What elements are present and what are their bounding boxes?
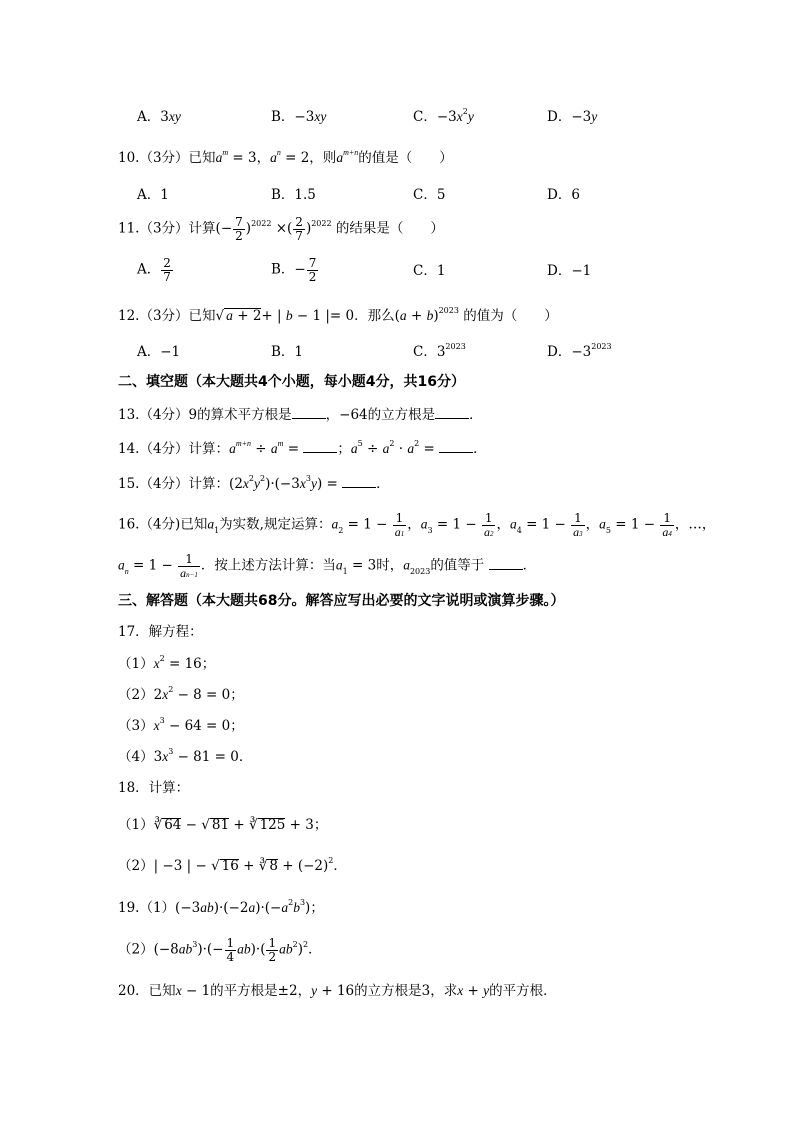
q10-stem: 10.（3分）已知$a^m = 3$，$a^n = 2$，则$a^{m+n}$的值是（ ） xyxy=(118,148,453,166)
q20: 20．已知x − 1的平方根是±2，y + 16的立方根是3，求x + y的平方根． xyxy=(118,983,557,999)
q12-option-a: A．−1 xyxy=(137,344,181,360)
q9-option-b: B．−3xy xyxy=(271,109,327,125)
q12-option-d: D．$-3^{2023}$ xyxy=(547,342,612,360)
q11-option-d: D．−1 xyxy=(547,263,592,279)
q19-item-2: $(2)(-8ab^3)\cdot(-$ $\frac{1}{4}$ ab)·( $\frac{1}{2}$ $ab^2)^2$． xyxy=(118,936,322,964)
q15: 15.（4分）计算：$(2x^2y^2)\cdot(-3x^3y)$ = ． xyxy=(118,474,390,492)
q13: 13.（4分）9的算术平方根是 ，−64的立方根是 ． xyxy=(118,407,483,423)
q11-option-b: B．− $\frac{7}{2}$ xyxy=(271,256,317,284)
q9-option-d: D．−3y xyxy=(547,109,598,125)
q17-item-3: $(3)x^3 - 64 = 0$； xyxy=(118,716,244,734)
q9-option-c: C．$-3x^2y$ xyxy=(413,107,474,125)
section2-heading: 二、填空题（本大题共4个小题，每小题4分，共16分） xyxy=(118,374,465,390)
q17-item-2: $(2)2x^2 - 8 = 0$； xyxy=(118,685,244,703)
q11-option-c: C．1 xyxy=(413,263,446,279)
q9-option-a: A．3xy xyxy=(137,109,181,125)
q10-option-d: D．6 xyxy=(547,187,580,203)
q10-option-b: B．1.5 xyxy=(271,187,316,203)
q12-option-b: B．1 xyxy=(271,344,304,360)
q18-item-2: （2）| −3 | − √ 16 + ∛ $8 + (-2)^2$． xyxy=(118,856,347,874)
q16-line2: $a_n = 1$ − $\frac{1}{an-1}$ ．按上述方法计算：当$a_1 = 3$时，$a_{2023}$的值等于 ． xyxy=(118,552,537,580)
q17-item-1: $(1)x^2 = 16$； xyxy=(118,654,216,672)
q17-item-4: $(4)3x^3 - 81 = 0$． xyxy=(118,747,253,765)
section3-heading: 三、解答题（本大题共68分。解答应写出必要的文字说明或演算步骤。） xyxy=(118,593,565,609)
q18-item-1: （1）∛ 64 − √ 81 + ∛ 125 + 3； xyxy=(118,817,328,833)
q12-stem: 12.（3分）已知√ a + 2+ | b − 1 |= 0．那么$(a + b)^{2023}$ 的值为（ ） xyxy=(118,306,558,324)
q17-stem: 17．解方程： xyxy=(118,624,203,640)
q11-stem: 11.（3分）计算(− $\frac{7}{2}$ )$^{2022}$ ×( $\frac{2}{7}$ )$^{2022}$ 的结果是（ ） xyxy=(118,215,444,243)
q18-stem: 18．计算： xyxy=(118,780,190,796)
q19-item-1: $19.(1)(-3ab)\cdot(-2a)\cdot(-a^2b^3)$； xyxy=(118,898,324,916)
q10-option-c: C．5 xyxy=(413,187,446,203)
q16-line1: 16.（4分)已知$a_1$为实数,规定运算：$a_2 = 1$ − $\frac{1}{a1}$ ，$a_3 = 1$ − $\frac{1}{a2}$ ，$a_4 = 1$ − $\frac{1}{a3}$ ，$a_5 = 1$ − $\frac{1}{a4}$ ，…， xyxy=(118,511,716,539)
q14: 14.（4分）计算：$a^{m+n} \div a^m$ = ；$a^5 \div a^2 \cdot a^2$ = ． xyxy=(118,439,487,457)
q11-option-a: A． $\frac{2}{7}$ xyxy=(137,256,171,284)
q12-option-c: C．$3^{2023}$ xyxy=(413,342,466,360)
q10-option-a: A．1 xyxy=(137,187,169,203)
